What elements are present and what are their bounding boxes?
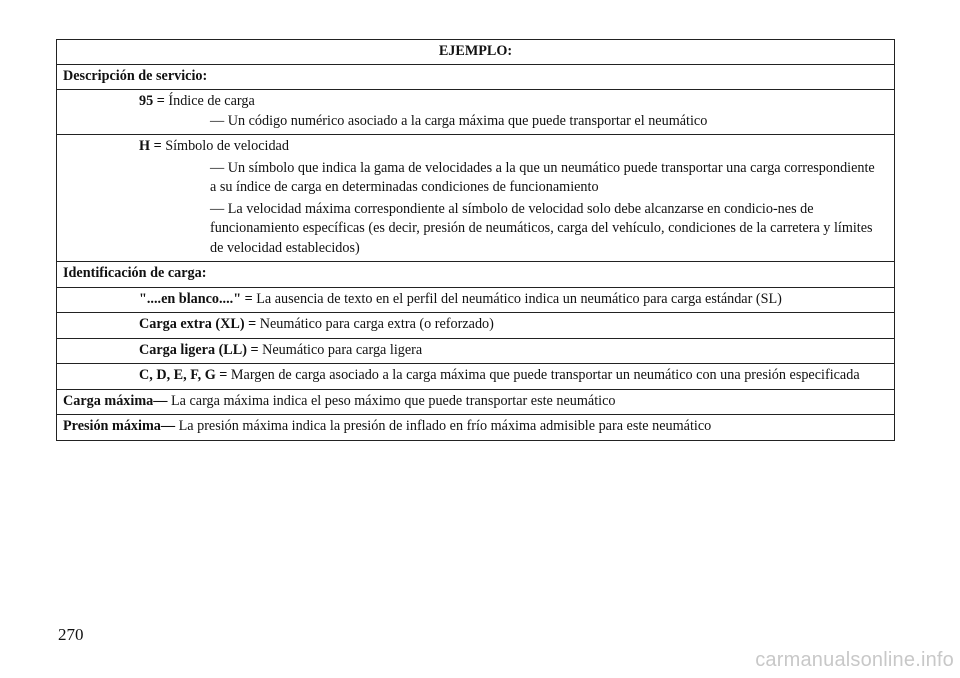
extra-load-entry (57, 312, 894, 338)
standard-load-code: "....en blanco...." = (139, 290, 253, 307)
max-load-entry (57, 389, 894, 415)
load-identification-heading: Identificación de carga: (57, 261, 894, 287)
load-range-desc: Margen de carga asociado a la carga máxima que puede transportar un neumático con una presión especificada (230, 367, 860, 383)
max-load-label: Carga máxima— (63, 392, 168, 409)
load-range-code: C, D, E, F, G = (139, 367, 228, 383)
speed-symbol-entry (57, 134, 894, 261)
speed-symbol-desc-1: — Un símbolo que indica la gama de velocidades a la que un neumático puede transportar una carga correspondiente a su índice de carga en determinadas condiciones de funcionamiento (210, 159, 875, 195)
load-index-desc: — Un código numérico asociado a la carga máxima que puede transportar el neumático (210, 112, 708, 129)
extra-load-desc: Neumático para carga extra (o reforzado) (259, 316, 494, 332)
load-range-entry (57, 363, 894, 389)
load-index-label: Índice de carga (168, 93, 255, 109)
table-title: EJEMPLO: (438, 43, 513, 59)
page-number: 270 (58, 625, 84, 644)
extra-load-code: Carga extra (XL) = (139, 316, 257, 332)
footer-watermark: carmanualsonline.info (755, 649, 954, 671)
load-index-entry (57, 89, 894, 134)
max-pressure-label: Presión máxima— (63, 418, 176, 434)
light-load-desc: Neumático para carga ligera (262, 341, 423, 358)
max-pressure-entry (57, 414, 894, 440)
speed-symbol-label: Símbolo de velocidad (165, 138, 289, 154)
light-load-entry (57, 338, 894, 364)
load-index-code: 95 = (139, 93, 165, 109)
max-pressure-desc: La presión máxima indica la presión de inflado en frío máxima admisible para este neumático (178, 418, 712, 434)
speed-symbol-code: H = (139, 138, 162, 154)
max-load-desc: La carga máxima indica el peso máximo que puede transportar este neumático (170, 392, 616, 409)
light-load-code: Carga ligera (LL) = (139, 341, 259, 358)
standard-load-desc: La ausencia de texto en el perfil del neumático indica un neumático para carga estándar (SL) (256, 290, 782, 307)
speed-symbol-desc-2: — La velocidad máxima correspondiente al símbolo de velocidad solo debe alcanzarse en condicio-nes de funcionamiento específicas (es decir, presión de neumáticos, carga del vehículo, condiciones de la carretera y límites de velocidad establecidos) (210, 200, 873, 256)
service-description-heading: Descripción de servicio: (57, 64, 894, 90)
tire-info-table (56, 39, 895, 441)
standard-load-entry (57, 287, 894, 313)
